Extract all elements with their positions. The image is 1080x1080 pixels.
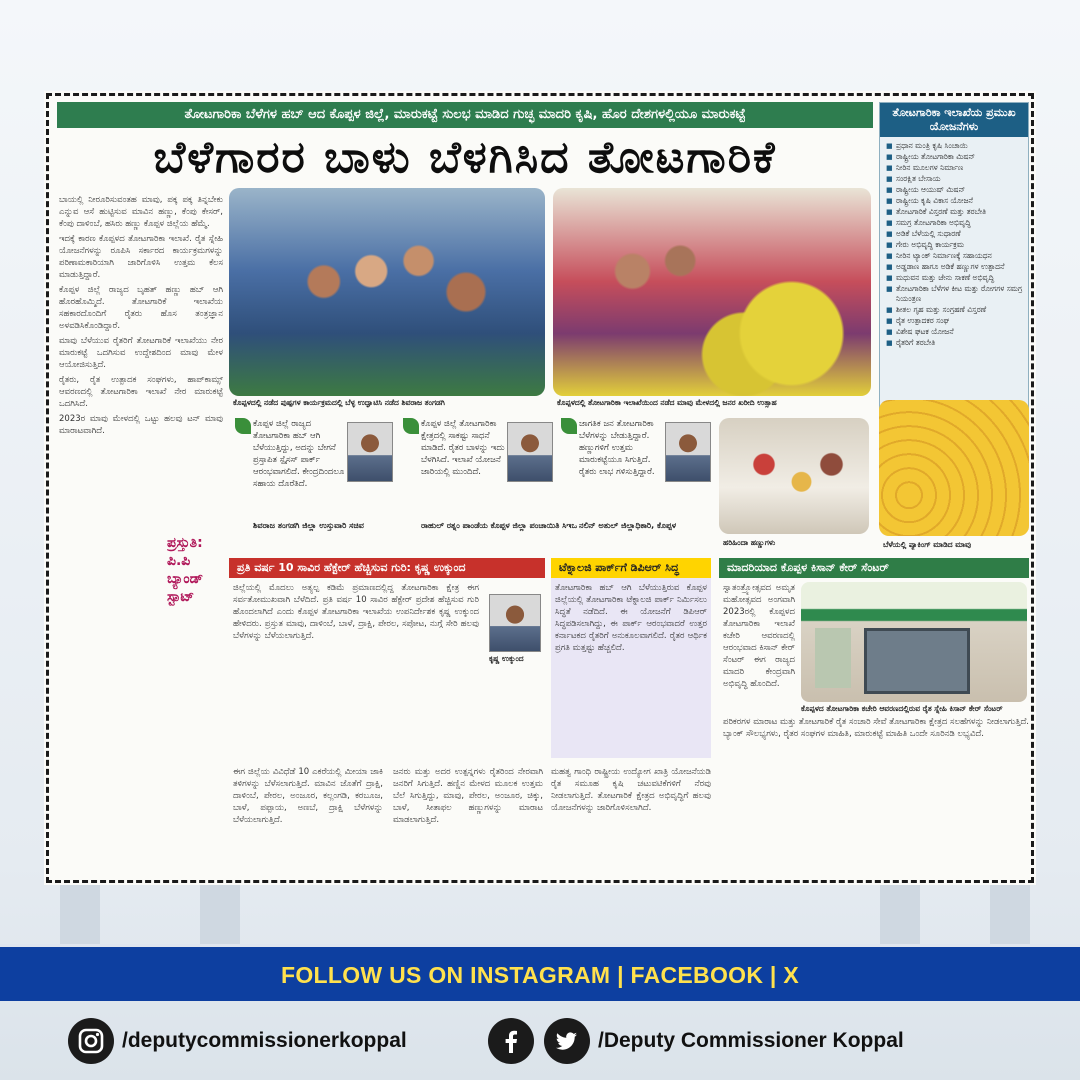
facebook-twitter-handle[interactable]: /Deputy Commissioner Koppal [598,1029,904,1052]
green-section-body: ಪರಿಕರಗಳ ಮಾರಾಟ ಮತ್ತು ತೋಟಗಾರಿಕೆ ರೈತ ಸಂಚಾರಿ ಸೇವೆ ತೋಟಗಾರಿಕಾ ಕ್ಷೇತ್ರದ ಸಲಹೆಗಳನ್ನು ನೀಡಲಾಗುತ್ತಿದೆ. ಬ್ಯಾಂಕ್ ಸೌಲಭ್ಯಗಳು, ರೈತರ ಸಂಘಗಳ ಮಾಹಿತಿ, ಮಾರುಕಟ್ಟೆ ಮಾಹಿತಿ ಒಂದೇ ಸೂರಿನಡಿ ಲಭ್ಯವಿದೆ. [723,717,1029,739]
quote-text: ಜಾಗತಿಕ ಜನ ತೋಟಗಾರಿಕಾ ಬೆಳೆಗಳನ್ನು ಬೇಡುತ್ತಿದ್ದಾರೆ. ಹಣ್ಣುಗಳಿಗೆ ಉತ್ತಮ ಮಾರುಕಟ್ಟೆಯೂ ಸಿಗುತ್ತಿದೆ. ರೈತರು ಲಾಭ ಗಳಿಸುತ್ತಿದ್ದಾರೆ. [579,419,655,477]
instagram-icon[interactable] [68,1018,114,1064]
quote-name: ರಾಹುಲ್ ರತ್ನಂ ಪಾಂಡೆಯ ಕೊಪ್ಪಳ ಜಿಲ್ಲಾ ಪಂಚಾಯಿತಿ ಸಿಇಒ [421,521,578,530]
leaf-icon [561,418,577,434]
minister-event-photo [229,188,545,396]
schemes-sidebar-title: ತೋಟಗಾರಿಕಾ ಇಲಾಖೆಯ ಪ್ರಮುಖ ಯೋಜನೆಗಳು [880,103,1028,137]
follow-text: FOLLOW US ON INSTAGRAM | FACEBOOK | X [280,962,800,988]
kisan-care-caption: ಕೊಪ್ಪಳದ ತೋಟಗಾರಿಕಾ ಕಚೇರಿ ಆವರಣದಲ್ಲಿರುವ ರೈತ ಸ್ನೇಹಿ ಕಿಸಾನ್ ಕೇರ್ ಸೆಂಟರ್ [801,704,1003,713]
left-column-paragraph: ಮಾವು ಬೆಳೆಯುವ ರೈತರಿಗೆ ತೋಟಗಾರಿಕೆ ಇಲಾಖೆಯು ನೇರ ಮಾರುಕಟ್ಟೆ ಒದಗಿಸುವ ಉದ್ದೇಶದಿಂದ ಮಾವು ಮೇಳ ಆಯೋಜಿಸುತ್ತಿದೆ. [59,336,223,370]
scheme-list-item: ■ ರಾಷ್ಟ್ರೀಯ ತೋಟಗಾರಿಕಾ ಮಿಷನ್ [886,152,1024,162]
instagram-handle[interactable]: /deputycommissionerkoppal [122,1029,407,1052]
bottom-right-text: ಮಹತ್ವ ಗಾಂಧಿ ರಾಷ್ಟ್ರೀಯ ಉದ್ಯೋಗ ಖಾತ್ರಿ ಯೋಜನೆಯಡಿ ರೈತ ಸಮೂಹ ಕೃಷಿ ಚಟುವಟಿಕೆಗಳಿಗೆ ನೆರವು ನೀಡಲಾಗುತ್ತಿದೆ. ತೋಟಗಾರಿಕೆ ಕ್ಷೇತ್ರದ ಅಭಿವೃದ್ಧಿಗೆ ಹಲವು ಯೋಜನೆಗಳನ್ನು ಜಾರಿಗೊಳಿಸಲಾಗಿದೆ. [551,767,711,813]
mango-mela-photo [553,188,871,396]
scheme-list-item: ■ ನೀರಿನ ಟ್ಯಾಂಕ್ ನಿರ್ಮಾಣಕ್ಕೆ ಸಹಾಯಧನ [886,251,1024,261]
portrait-ceo [507,422,553,482]
scheme-list-item: ■ ವಿಶೇಷ ಘಟಕ ಯೋಜನೆ [886,327,1024,337]
quote-name: ನಲಿನ್ ಅತುಲ್ ಜಿಲ್ಲಾಧಿಕಾರಿ, ಕೊಪ್ಪಳ [579,521,677,530]
yellow-section-body: ತೋಟಗಾರಿಕಾ ಹಬ್ ಆಗಿ ಬೆಳೆಯುತ್ತಿರುವ ಕೊಪ್ಪಳ ಜಿಲ್ಲೆಯಲ್ಲಿ ತೋಟಗಾರಿಕಾ ಟೆಕ್ನಾಲಜಿ ಪಾರ್ಕ್ ನಿರ್ಮಿಸಲು ಸಿದ್ಧತೆ ನಡೆದಿದೆ. ಈ ಯೋಜನೆಗೆ ಡಿಪಿಆರ್ ಸಿದ್ಧಪಡಿಸಲಾಗಿದ್ದು, ಈ ಪಾರ್ಕ್ ಆರಂಭವಾದರೆ ಉತ್ತರ ಕರ್ನಾಟಕದ ರೈತರಿಗೆ ಅನುಕೂಲವಾಗಲಿದೆ. ರೈತರ ಆರ್ಥಿಕ ಪ್ರಗತಿ ಮತ್ತಷ್ಟು ಹೆಚ್ಚಲಿದೆ. [555,583,707,653]
scheme-list-item: ■ ತೋಟಗಾರಿಕಾ ಬೆಳೆಗಳ ಕೀಟ ಮತ್ತು ರೋಗಗಳ ಸಮಗ್ರ ನಿಯಂತ್ರಣ [886,284,1024,304]
scheme-list-item: ■ ಸಂರಕ್ಷಿತ ಬೇಸಾಯ [886,174,1024,184]
scheme-list-item: ■ ರಾಷ್ಟ್ರೀಯ ಕೃಷಿ ವಿಕಾಸ ಯೋಜನೆ [886,196,1024,206]
scheme-list-item: ■ ರೈತರಿಗೆ ತರಬೇತಿ [886,338,1024,348]
newspaper-clipping [46,93,1034,883]
fruit-plates-photo [719,418,869,534]
scheme-list-item: ■ ಅಡ್ಡಡಾಣ ಹಾಗೂ ಅಡಿಕೆ ಹಣ್ಣುಗಳ ಉತ್ಪಾದನೆ [886,262,1024,272]
scheme-list-item: ■ ರೈತ ಉತ್ಪಾದಕರ ಸಂಘ [886,316,1024,326]
green-section-title: ಮಾದರಿಯಾದ ಕೊಪ್ಪಳ ಕಿಸಾನ್ ಕೇರ್ ಸೆಂಟರ್ [719,558,1029,578]
green-section-side-text: ಸ್ವಾತಂತ್ರ್ಯೋತ್ಸವದ ಅಮೃತ ಮಹೋತ್ಸವದ ಅಂಗವಾಗಿ 2023ರಲ್ಲಿ ಕೊಪ್ಪಳದ ತೋಟಗಾರಿಕಾ ಇಲಾಖೆ ಕಚೇರಿ ಆವರಣದಲ್ಲಿ ಆರಂಭವಾದ ಕಿಸಾನ್ ಕೇರ್ ಸೆಂಟರ್ ಈಗ ರಾಜ್ಯದ ಮಾದರಿ ಕೇಂದ್ರವಾಗಿ ಅಭಿವೃದ್ಧಿ ಹೊಂದಿದೆ. [723,583,795,689]
red-section-title: ಪ್ರತಿ ವರ್ಷ 10 ಸಾವಿರ ಹೆಕ್ಟೇರ್ ಹೆಚ್ಚಿಸುವ ಗುರಿ: ಕೃಷ್ಣ ಉಕ್ಕುಂದ [229,558,545,578]
bottom-left-text: ಈಗ ಜಿಲ್ಲೆಯ ವಿವಿಧೆಡೆ 10 ಎಕರೆಯಲ್ಲಿ ಮೀಯಾ ಜಾಕಿ ತಳಿಗಳನ್ನು ಬೆಳೆಸಲಾಗುತ್ತಿದೆ. ಮಾವಿನ ಜೊತೆಗೆ ದ್ರಾಕ್ಷಿ, ದಾಳಿಂಬೆ, ಪೇರಲ, ಅಂಜೂರ, ಕಲ್ಲಂಗಡಿ, ಕರಬೂಜ, ಬಾಳೆ, ಪಪ್ಪಾಯ, ಅಣಬೆ, ದ್ರಾಕ್ಷಿ ಬೆಳೆಗಳನ್ನು ಬೆಳೆಯಲಾಗುತ್ತಿದೆ. [233,767,383,825]
scheme-list-item: ■ ಸಮಗ್ರ ತೋಟಗಾರಿಕಾ ಅಭಿವೃದ್ಧಿ [886,218,1024,228]
article-kicker: ತೋಟಗಾರಿಕಾ ಬೆಳೆಗಳ ಹಬ್ ಆದ ಕೊಪ್ಪಳ ಜಿಲ್ಲೆ, ಮಾರುಕಟ್ಟೆ ಸುಲಭ ಮಾಡಿದ ಗುಚ್ಛ ಮಾದರಿ ಕೃಷಿ, ಹೊರ ದೇಶಗಳಲ್ಲಿಯೂ ಮಾರುಕಟ್ಟೆ [57,102,873,128]
portrait-krishna [489,594,541,652]
scheme-list-item: ■ ಮಧುವನ ಮತ್ತು ಜೇನು ಸಾಕಣೆ ಅಭಿವೃದ್ಧಿ [886,273,1024,283]
quote-dc [579,418,677,532]
red-section-body: ಜಿಲ್ಲೆಯಲ್ಲಿ ಮೊದಲು ಅತ್ಯಲ್ಪ ಕಡಿಮೆ ಪ್ರಮಾಣದಲ್ಲಿದ್ದ ತೋಟಗಾರಿಕಾ ಕ್ಷೇತ್ರ ಈಗ ಸರ್ವತೋಮುಖವಾಗಿ ಬೆಳೆದಿದೆ. ಪ್ರತಿ ವರ್ಷ 10 ಸಾವಿರ ಹೆಕ್ಟೇರ್ ಪ್ರದೇಶ ಹೆಚ್ಚಿಸುವ ಗುರಿ ಹೊಂದಲಾಗಿದೆ ಎಂದು ಕೊಪ್ಪಳ ತೋಟಗಾರಿಕಾ ಇಲಾಖೆಯ ಉಪನಿರ್ದೇಶಕ ಕೃಷ್ಣ ಉಕ್ಕುಂದ ಹೇಳಿದರು. ಪ್ರಸ್ತುತ ಮಾವು, ದಾಳಿಂಬೆ, ಬಾಳೆ, ದ್ರಾಕ್ಷಿ, ಪೇರಲ, ಸಪೋಟ, ನುಗ್ಗೆ ಸೇರಿ ಹಲವು ಬೆಳೆಗಳನ್ನು ಬೆಳೆಯಲಾಗುತ್ತಿದೆ. [233,583,479,641]
leaf-icon [403,418,419,434]
kisan-care-center-photo [801,582,1027,702]
left-column-paragraph: ಇದಕ್ಕೆ ಕಾರಣ ಕೊಪ್ಪಳದ ತೋಟಗಾರಿಕಾ ಇಲಾಖೆ. ರೈತ ಸ್ನೇಹಿ ಯೋಜನೆಗಳನ್ನು ರೂಪಿಸಿ ಸರ್ಕಾರದ ಕಾರ್ಯಕ್ರಮಗಳನ್ನು ಪರಿಣಾಮಕಾರಿಯಾಗಿ ಜಾರಿಗೊಳಿಸಿ ಉತ್ತಮ ಕೆಲಸ ಮಾಡುತ್ತಿದ್ದಾರೆ. [59,234,223,280]
scheme-list-item: ■ ಪ್ರಧಾನ ಮಂತ್ರಿ ಕೃಷಿ ಸಿಂಚಾಯಿ [886,141,1024,151]
photo-caption-fruits: ಹರಿಹಿಂದಾ ಹಣ್ಣುಗಳು [723,538,776,547]
left-column-paragraph: 2023ರ ಮಾವು ಮೇಳದಲ್ಲಿ ಒಟ್ಟು ಹಲವು ಟನ್ ಮಾವು ಮಾರಾಟವಾಗಿದೆ. [59,414,223,436]
instagram-link[interactable] [68,1017,407,1065]
mango-box-photo [879,400,1029,536]
article-headline: ಬೆಳೆಗಾರರ ಬಾಳು ಬೆಳಗಿಸಿದ ತೋಟಗಾರಿಕೆ [153,132,777,183]
article-byline: ಪ್ರಸ್ತುತಿ: ಪಿ.ಪಿ ಬ್ಯಾಂಡ್ ಸ್ಟಾಟ್ [167,535,204,605]
photo-caption-right: ಕೊಪ್ಪಳದಲ್ಲಿ ತೋಟಗಾರಿಕಾ ಇಲಾಖೆಯಿಂದ ನಡೆದ ಮಾವು ಮೇಳದಲ್ಲಿ ಜನರ ಖರೀದಿ ಉತ್ಸಾಹ [557,398,777,407]
facebook-twitter-link[interactable] [488,1017,904,1065]
portrait-dc [665,422,711,482]
photo-caption-left: ಕೊಪ್ಪಳದಲ್ಲಿ ನಡೆದ ಪುಷ್ಪಗಳ ಕಾರ್ಯಕ್ರಮದಲ್ಲಿ ಬೆಳ್ಳ ಉದ್ಘಾಟಿಸಿ ನಡೆದ ಶಿವರಾಜ ತಂಗಡಗಿ [233,398,445,407]
portrait-caption: ಕೃಷ್ಣ ಉಕ್ಕುಂದ [489,654,524,663]
bottom-mid-text: ಜನರು ಮತ್ತು ಅದರ ಉತ್ಪನ್ನಗಳು ರೈತರಿಂದ ನೇರವಾಗಿ ಜನರಿಗೆ ಸಿಗುತ್ತಿದೆ. ಹಣ್ಣಿನ ಮೇಳದ ಮೂಲಕ ಉತ್ತಮ ಬೆಲೆ ಸಿಗುತ್ತಿದ್ದು, ಮಾವು, ಪೇರಲ, ಅಂಜೂರ, ಚಿಕ್ಕು, ಬಾಳೆ, ಸೀತಾಫಲ ಹಣ್ಣುಗಳನ್ನು ಮಾರಾಟ ಮಾಡಲಾಗುತ್ತಿದೆ. [393,767,543,825]
scheme-list-item: ■ ಗೇರು ಅಭಿವೃದ್ಧಿ ಕಾರ್ಯಕ್ರಮ [886,240,1024,250]
follow-bar [0,944,1080,1001]
background-pillar [880,880,920,950]
background-pillar [200,880,240,950]
schemes-list [880,137,1028,348]
portrait-minister [347,422,393,482]
left-column-paragraph: ಬಾಯಲ್ಲಿ ನೀರೂರಿಸುವಂತಹ ಮಾವು, ಪಕ್ಕ ಪಕ್ಕ ತಿನ್ನಬೇಕು ಎನ್ನುವ ಆಸೆ ಹುಟ್ಟಿಸುವ ಮಾವಿನ ಹಣ್ಣು, ಕೆಂಪು ಕೇಸರ್, ಕೆಂಪು ದಾಳಿಂಬೆ, ಹಸಿರು ಹಣ್ಣು ಕೊಪ್ಪಳ ಜಿಲ್ಲೆಯ ಹೆಮ್ಮೆ. [59,195,223,229]
quote-ceo [421,418,578,532]
quote-name: ಶಿವರಾಜ ತಂಗಡಗಿ ಜಿಲ್ಲಾ ಉಸ್ತುವಾರಿ ಸಚಿವ [253,521,364,530]
scheme-list-item: ■ ನೀರಿನ ಮೂಲಗಳ ನಿರ್ಮಾಣ [886,163,1024,173]
scheme-list-item: ■ ರಾಷ್ಟ್ರೀಯ ಆಯುಷ್ ಮಿಷನ್ [886,185,1024,195]
background-pillar [60,880,100,950]
background-pillar [990,880,1030,950]
left-column-paragraph: ಕೊಪ್ಪಳ ಜಿಲ್ಲೆ ರಾಜ್ಯದ ಬೃಹತ್ ಹಣ್ಣು ಹಬ್ ಆಗಿ ಹೊರಹೊಮ್ಮಿದೆ. ತೋಟಗಾರಿಕೆ ಇಲಾಖೆಯ ಸಹಕಾರದೊಂದಿಗೆ ರೈತರು ಹೊಸ ತಂತ್ರಜ್ಞಾನ ಅಳವಡಿಸಿಕೊಂಡಿದ್ದಾರೆ. [59,285,223,331]
scheme-list-item: ■ ಶೀತಲ ಗೃಹ ಮತ್ತು ಸಂಗ್ರಹಣೆ ವಿಸ್ತರಣೆ [886,305,1024,315]
quote-minister [253,418,364,532]
yellow-section-title: ಟೆಕ್ನಾಲಜಿ ಪಾರ್ಕ್‌ಗೆ ಡಿಪಿಆರ್ ಸಿದ್ಧ [551,558,711,578]
quote-text: ಕೊಪ್ಪಳ ಜಿಲ್ಲೆ ರಾಜ್ಯದ ತೋಟಗಾರಿಕಾ ಹಬ್ ಆಗಿ ಬೆಳೆಯುತ್ತಿದ್ದು, ಅದನ್ನು ಬೇಗನೆ ಪ್ರಸ್ತಾಪಿತ ಸ್ಪೈಸಸ್ ಪಾರ್ಕ್ ಆರಂಭವಾಗಲಿದೆ. ಕೇಂದ್ರದಿಂದಲೂ ಸಹಾಯ ದೊರೆತಿದೆ. [253,419,345,489]
twitter-icon[interactable] [544,1018,590,1064]
quote-text: ಕೊಪ್ಪಳ ಜಿಲ್ಲೆ ತೋಟಗಾರಿಕಾ ಕ್ಷೇತ್ರದಲ್ಲಿ ಸಾಕಷ್ಟು ಸಾಧನೆ ಮಾಡಿದೆ. ರೈತರ ಬಾಳನ್ನು ಇದು ಬೆಳಗಿಸಿದೆ. ಇಲಾಖೆ ಯೋಜನೆ ಜಾರಿಯಲ್ಲಿ ಮುಂದಿದೆ. [421,419,505,477]
scheme-list-item: ■ ತೋಟಗಾರಿಕೆ ವಿಸ್ತರಣೆ ಮತ್ತು ತರಬೇತಿ [886,207,1024,217]
scheme-list-item: ■ ಅಡಿಕೆ ಬೆಳೆಯಲ್ಲಿ ಸುಧಾರಣೆ [886,229,1024,239]
leaf-icon [235,418,251,434]
facebook-icon[interactable] [488,1018,534,1064]
left-column-paragraph: ರೈತರು, ರೈತ ಉತ್ಪಾದಕ ಸಂಘಗಳು, ಹಾಪ್‌ಕಾಮ್ಸ್ ಆವರಣದಲ್ಲಿ ತೋಟಗಾರಿಕಾ ಇಲಾಖೆ ನೇರ ಮಾರುಕಟ್ಟೆ ಒದಗಿಸಿದೆ. [59,375,223,409]
photo-caption-mango-box: ಬೆಳೆಯಲ್ಲಿ ಪ್ಯಾಕಿಂಗ್ ಮಾಡಿದ ಮಾವು [883,540,972,549]
